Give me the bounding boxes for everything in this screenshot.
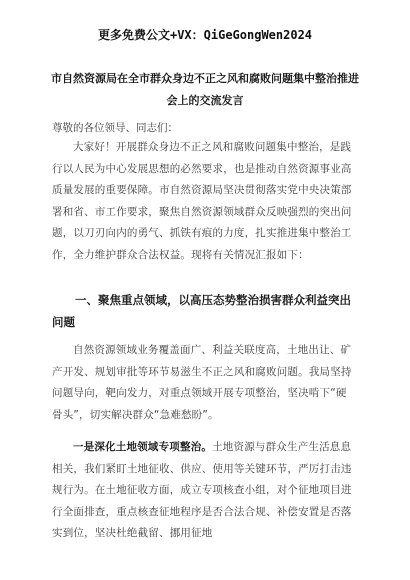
paragraph-intro: 大家好！开展群众身边不正之风和腐败问题集中整治，是践行以人民为中心发展思想的必然要求，也是推动自然资源事业高质量发展的重要保障。市自然资源局坚决贯彻落实党中央决策部署和省、市工作要求，聚焦自然资源领域群众反映强烈的突出问题，以刀刃向内的勇气、抓铁有痕的力度，扎实推进集中整治工作，全力维护群众合法权益。现将有关情况汇报如下： [52, 141, 352, 261]
section-heading-1: 一、聚焦重点领域，以高压态势整治损害群众利益突出问题 [52, 293, 351, 329]
paragraph-land-rectification [52, 437, 352, 545]
watermark-header: 更多免费公文+VX：QiGeGongWen2024 [97, 28, 313, 42]
paragraph-body: 土地资源与群众生产生活息息相关，我们紧盯土地征收、供应、使用等关键环节，严厉打击违规行为。在土地征收方面，成立专项核查小组，对个征地项目进行全面排查，重点核查征地程序是否合法合规、补偿安置是否落实到位，坚决杜绝截留、挪用征地 [52, 441, 352, 540]
salutation: 尊敬的各位领导、同志们： [52, 122, 178, 134]
paragraph-section-1: 自然资源领域业务覆盖面广、利益关联度高，土地出让、矿产开发、规划审批等环节易滋生不正之风和腐败问题。我局坚持问题导向，靶向发力，对重点领域开展专项整治，坚决啃下“硬骨头”，切实解决群众“急难愁盼”。 [52, 344, 352, 421]
document-title: 市自然资源局在全市群众身边不正之风和腐败问题集中整治推进会上的交流发言 [51, 72, 359, 107]
paragraph-lead-bold: 一是深化土地领域专项整治。 [73, 441, 213, 453]
